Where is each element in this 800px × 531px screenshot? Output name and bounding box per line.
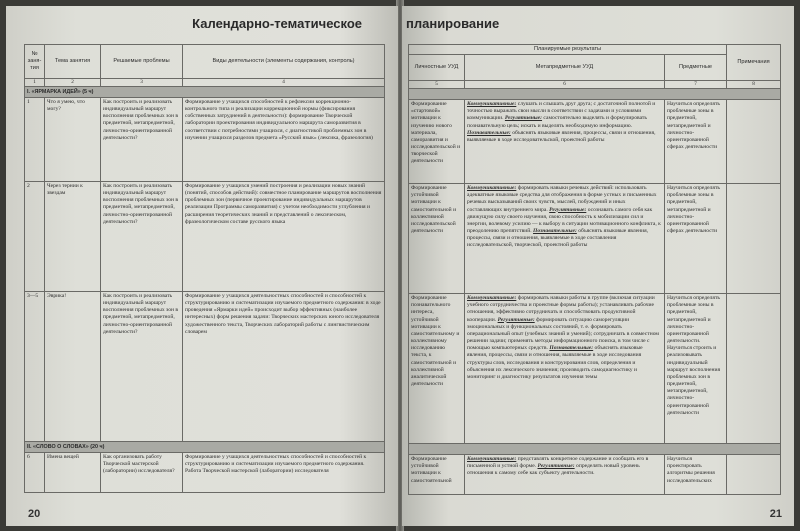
lesson-problem: Как организовать работу Творческой мастерской (лаборатории) исследователя?	[101, 453, 183, 493]
table-row	[25, 453, 385, 493]
uud-text: формировать навыки речевых действий: использовать адекватные языковые средства для отображения в форме устных и письменных речевых высказываний своих чувств, мыслей, побуждений и иных составляющих внутреннего мира.	[467, 185, 657, 213]
uud-label: Познавательные:	[467, 129, 511, 136]
uud-text: слушать и слышать друг друга; с достаточной полнотой и точностью выражать свои мысли в соответствии с задачами и условиями коммуникации.	[467, 101, 656, 122]
personal-results: Формирование устойчивой мотивации к самостоятельной	[409, 455, 465, 495]
table-row	[25, 292, 385, 442]
col-number: 4	[183, 79, 385, 87]
section-heading: I. «ЯРМАРКА ИДЕЙ» (5 ч)	[25, 87, 385, 98]
uud-text: формировать ситуацию саморегуляции эмоциональных и функциональных состояний, т. е. формировать операциональный опыт (учебных знаний и умений); сотрудничать в совместном решении задачи; применять методы информационного поиска, в том числе с помощью компьютерных средств.	[467, 316, 659, 352]
subject-results: Научиться определять проблемные зоны в предметной, метапредметной и личностно-ориентированной сферах деятельности	[665, 184, 727, 294]
section-band	[409, 89, 781, 100]
header-subject: Предметные	[665, 55, 727, 81]
table-row	[409, 455, 781, 495]
right-page-title: планирование	[406, 16, 500, 31]
lesson-number: 1	[25, 98, 45, 182]
header-lesson-topic: Тема занятия	[45, 45, 101, 79]
col-number: 1	[25, 79, 45, 87]
notes-cell	[727, 455, 781, 495]
left-page-title: Календарно-тематическое	[192, 16, 362, 31]
left-page-number: 20	[28, 508, 41, 520]
uud-label: Коммуникативные:	[467, 295, 517, 302]
metasubject-results	[465, 184, 665, 294]
col-number: 3	[101, 79, 183, 87]
personal-results: Формирование познавательного интереса, устойчивой мотивации к самостоятельному и коллективному исследованию текста, к самостоятельной и коллективной аналитической деятельности	[409, 294, 465, 444]
lesson-activity: Формирование у учащихся деятельностных способностей и способностей к структурированию и систематизации изучаемого предметного содержания. Работа Творческой мастерской (лаборатории) исследователя	[183, 453, 385, 493]
col-number: 6	[465, 81, 665, 89]
lesson-topic: Имена вещей	[45, 453, 101, 493]
lesson-problem: Как построить и реализовать индивидуальный маршрут восполнения проблемных зон в предметной, метапредметной, личностно-ориентированной деятельности?	[101, 182, 183, 292]
uud-label: Регулятивные:	[549, 206, 587, 213]
notes-cell	[727, 100, 781, 184]
lesson-problem: Как построить и реализовать индивидуальный маршрут восполнения проблемных зон в предметной, метапредметной, личностно-ориентированной деятельности?	[101, 292, 183, 442]
subject-results: Научиться определять проблемные зоны в предметной, метапредметной и личностно-ориентированной сферах деятельности	[665, 100, 727, 184]
header-personal: Личностные УУД	[409, 55, 465, 81]
metasubject-results	[465, 100, 665, 184]
lesson-topic: Через тернии к звездам	[45, 182, 101, 292]
lesson-number: 2	[25, 182, 45, 292]
lesson-number: 6	[25, 453, 45, 493]
uud-label: Познавательные:	[549, 345, 594, 352]
header-activities: Виды деятельности (элементы содержания, контроль)	[183, 45, 385, 79]
left-page	[6, 6, 398, 526]
header-notes: Примечания	[727, 45, 781, 81]
personal-results: Формирование «стартовой» мотивации к изучению нового материала, саморазвития и исследовательской и творческой деятельности	[409, 100, 465, 184]
left-planning-table	[24, 44, 385, 493]
section-heading: II. «СЛОВО О СЛОВАХ» (20 ч)	[25, 442, 385, 453]
header-metasubject: Метапредметные УУД	[465, 55, 665, 81]
right-page	[402, 6, 794, 526]
uud-label: Коммуникативные:	[467, 456, 517, 463]
uud-text: объяснять языковые явления, процессы, связи и отношения, выявляемые в ходе составления исследовательской, творческой, проектной работы	[467, 228, 649, 249]
lesson-problem: Как построить и реализовать индивидуальный маршрут восполнения проблемных зон в предметной, метапредметной, личностно-ориентированной деятельности?	[101, 98, 183, 182]
uud-label: Регулятивные:	[537, 463, 575, 470]
uud-text: формировать навыки работы в группе (включая ситуации учебного сотрудничества и проектные формы работы); устанавливать рабочие отношения, эффективно сотрудничать и способствовать продуктивной кооперации.	[467, 295, 655, 323]
col-number: 7	[665, 81, 727, 89]
lesson-activity: Формирование у учащихся деятельностных способностей и способностей к структурированию и систематизации изучаемого предметного содержания: в ходе проведения «Ярмарки идей» происходит выбор эффективных (наиболее интересных) форм решения задачи: Творческих мастерских юного исследователя художественного текста, Творческих лабораторий работы с лингвистическим словарем	[183, 292, 385, 442]
lesson-topic: Что я умею, что могу?	[45, 98, 101, 182]
header-lesson-number: № заня-тия	[25, 45, 45, 79]
table-row	[25, 182, 385, 292]
lesson-topic: Эврика!	[45, 292, 101, 442]
subject-results: Научиться определять проблемные зоны в предметной, метапредметной и личностно-ориентированной деятельности. Научиться строить и реализовывать индивидуальный маршрут восполнения проблемных зон в предметной, метапредметной, личностно-ориентированной деятельности	[665, 294, 727, 444]
col-number: 5	[409, 81, 465, 89]
section-band	[409, 444, 781, 455]
header-planned-results: Планируемые результаты	[409, 45, 727, 55]
personal-results: Формирование устойчивой мотивации к самостоятельной и коллективной исследовательской деятельности	[409, 184, 465, 294]
uud-label: Познавательные:	[533, 228, 577, 235]
uud-label: Коммуникативные:	[467, 101, 517, 108]
lesson-activity: Формирование у учащихся способностей к рефлексии коррекционно-контрольного типа и реализации коррекционной нормы (фиксирования собственных затруднений в деятельности): формирование Творческой лаборатории проектирования индивидуального маршрута саморазвития в соответствии с потребностями учащихся, с диагностикой проблемных зон в изучении учащихся разделов предмета «Русский язык» (лексика, фразеология)	[183, 98, 385, 182]
lesson-number: 3—5	[25, 292, 45, 442]
uud-text: объяснять языковые явления, процессы, связи и отношения, выявляемые в ходе исследовательской, проектной работы	[467, 129, 656, 143]
table-row	[409, 100, 781, 184]
uud-text: объяснять языковые явления, процессы, связи и отношения, выявляемые в ходе исследования структуры слов, исследования и конструирования слов, определения и объяснения их лексического значения; производить самодиагностику и мониторинг и диагностику результатов изучения темы	[467, 345, 643, 380]
uud-text: осознавать самого себя как движущую силу своего научения, свою способность к мобилизации сил и энергии, волевому усилию — к выбору в ситуации мотивационного конфликта, к преодолению препятствий.	[467, 206, 661, 235]
col-number: 2	[45, 79, 101, 87]
right-page-number: 21	[769, 508, 782, 520]
notes-cell	[727, 184, 781, 294]
metasubject-results	[465, 294, 665, 444]
lesson-activity: Формирование у учащихся умений построения и реализации новых знаний (понятий, способов действий): совместное планирование маршрутов восполнения проблемных зон (первичное проектирование индивидуальных маршрутов реализации Программы саморазвития) с учетом необходимости углубления и расширения теоретических знаний и представлений о лексическом, фразеологическом составе русского языка	[183, 182, 385, 292]
uud-text: самостоятельно выделять и формулировать познавательную цель; искать и выделять необходимую информацию.	[467, 115, 647, 129]
table-row	[25, 98, 385, 182]
uud-label: Коммуникативные:	[467, 185, 517, 192]
table-row	[409, 294, 781, 444]
uud-text: определять новый уровень отношения к самому себе как субъекту деятельности.	[467, 463, 640, 477]
uud-label: Регулятивные:	[504, 115, 543, 122]
metasubject-results	[465, 455, 665, 495]
table-row	[409, 184, 781, 294]
right-planning-table	[408, 44, 781, 495]
col-number: 8	[727, 81, 781, 89]
uud-label: Регулятивные:	[497, 316, 535, 323]
subject-results: Научиться проектировать алгоритмы решения исследовательских	[665, 455, 727, 495]
notes-cell	[727, 294, 781, 444]
uud-text: представлять конкретное содержание и сообщать его в письменной и устной форме.	[467, 456, 649, 470]
header-problems: Решаемые проблемы	[101, 45, 183, 79]
